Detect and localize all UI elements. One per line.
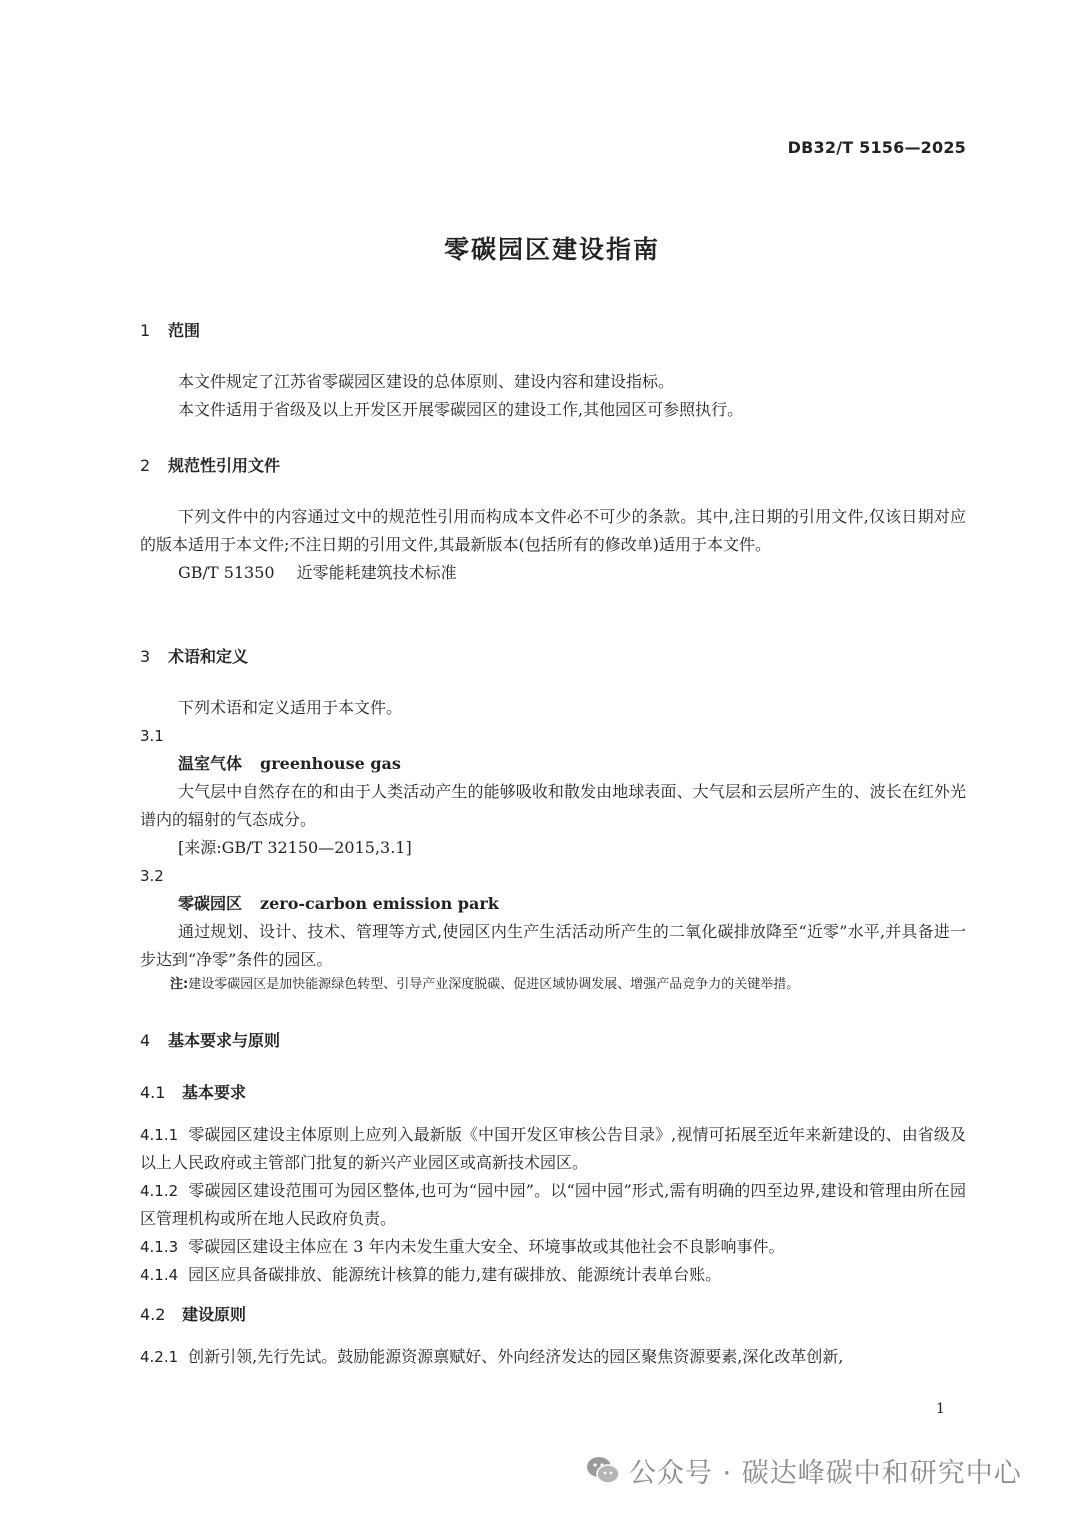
subsection-number: 4.2 [140, 1305, 166, 1324]
section-1-body [140, 368, 966, 424]
clause-number: 4.1.1 [140, 1126, 179, 1144]
subsection-4-1-body [140, 1121, 966, 1289]
section-number: 4 [140, 1031, 151, 1050]
clause-text: 创新引领,先行先试。鼓励能源资源禀赋好、外向经济发达的园区聚焦资源要素,深化改革创新, [188, 1347, 844, 1366]
section-1-heading [140, 321, 966, 341]
clause [140, 1261, 966, 1289]
clause-text: 园区应具备碳排放、能源统计核算的能力,建有碳排放、能源统计表单台账。 [188, 1265, 722, 1284]
term-en: greenhouse gas [260, 754, 401, 773]
clause-number: 4.1.2 [140, 1182, 179, 1200]
watermark [585, 1450, 1022, 1490]
clause [140, 1233, 966, 1261]
term-number: 3.1 [140, 727, 164, 745]
section-3-body [140, 694, 966, 996]
paragraph: 本文件适用于省级及以上开发区开展零碳园区的建设工作,其他园区可参照执行。 [178, 400, 744, 419]
section-number: 2 [140, 456, 151, 475]
section-number: 3 [140, 647, 151, 666]
term-definition: 通过规划、设计、技术、管理等方式,使园区内生产生活活动所产生的二氧化碳排放降至“近零”水平,并具备进一步达到“净零”条件的园区。 [140, 922, 966, 969]
normative-reference [140, 559, 966, 587]
term-number: 3.2 [140, 867, 164, 885]
section-2-body [140, 503, 966, 587]
term-entry [140, 890, 966, 918]
section-title: 范围 [168, 321, 201, 340]
watermark-text: 公众号 · 碳达峰碳中和研究中心 [629, 1457, 1022, 1489]
subsection-title: 建设原则 [182, 1305, 247, 1324]
clause-text: 零碳园区建设主体应在 3 年内未发生重大安全、环境事故或其他社会不良影响事件。 [188, 1237, 785, 1256]
subsection-4-2-body [140, 1343, 966, 1371]
wechat-icon [585, 1455, 621, 1485]
subsection-4-1-heading [140, 1083, 966, 1103]
standard-code: DB32/T 5156—2025 [787, 138, 966, 157]
clause [140, 1177, 966, 1233]
clause [140, 1343, 966, 1371]
subsection-4-2-heading [140, 1305, 966, 1325]
paragraph: 下列术语和定义适用于本文件。 [178, 698, 403, 717]
term-en: zero-carbon emission park [260, 894, 499, 913]
reference-title: 近零能耗建筑技术标准 [296, 563, 457, 582]
reference-code: GB/T 51350 [178, 563, 275, 582]
section-number: 1 [140, 321, 151, 340]
note-label: 注: [170, 977, 189, 992]
clause-number: 4.1.4 [140, 1266, 179, 1284]
page-number: 1 [936, 1401, 945, 1417]
document-title: 零碳园区建设指南 [443, 235, 660, 264]
clause-text: 零碳园区建设主体原则上应列入最新版《中国开发区审核公告目录》,视情可拓展至近年来新建设的、由省级及以上人民政府或主管部门批复的新兴产业园区或高新技术园区。 [140, 1125, 966, 1172]
subsection-title: 基本要求 [182, 1083, 247, 1102]
section-4-heading [140, 1031, 966, 1051]
term-note [140, 974, 966, 996]
term-source: [来源:GB/T 32150—2015,3.1] [178, 838, 412, 857]
section-2-heading [140, 456, 966, 476]
term-entry [140, 750, 966, 778]
term-zh: 温室气体 [178, 754, 243, 773]
paragraph: 下列文件中的内容通过文中的规范性引用而构成本文件必不可少的条款。其中,注日期的引用文件,仅该日期对应的版本适用于本文件;不注日期的引用文件,其最新版本(包括所有的修改单)适用于本文件。 [140, 507, 966, 554]
clause-number: 4.1.3 [140, 1238, 179, 1256]
section-title: 基本要求与原则 [168, 1031, 281, 1050]
section-title: 规范性引用文件 [168, 456, 281, 475]
paragraph: 本文件规定了江苏省零碳园区建设的总体原则、建设内容和建设指标。 [178, 372, 675, 391]
section-3-heading [140, 647, 966, 667]
clause [140, 1121, 966, 1177]
clause-number: 4.2.1 [140, 1348, 179, 1366]
clause-text: 零碳园区建设范围可为园区整体,也可为“园中园”。以“园中园”形式,需有明确的四至边界,建设和管理由所在园区管理机构或所在地人民政府负责。 [140, 1181, 966, 1228]
section-title: 术语和定义 [168, 647, 249, 666]
term-zh: 零碳园区 [178, 894, 243, 913]
term-definition: 大气层中自然存在的和由于人类活动产生的能够吸收和散发由地球表面、大气层和云层所产生的、波长在红外光谱内的辐射的气态成分。 [140, 782, 966, 829]
subsection-number: 4.1 [140, 1083, 166, 1102]
note-text: 建设零碳园区是加快能源绿色转型、引导产业深度脱碳、促进区域协调发展、增强产品竞争力的关键举措。 [188, 977, 800, 992]
